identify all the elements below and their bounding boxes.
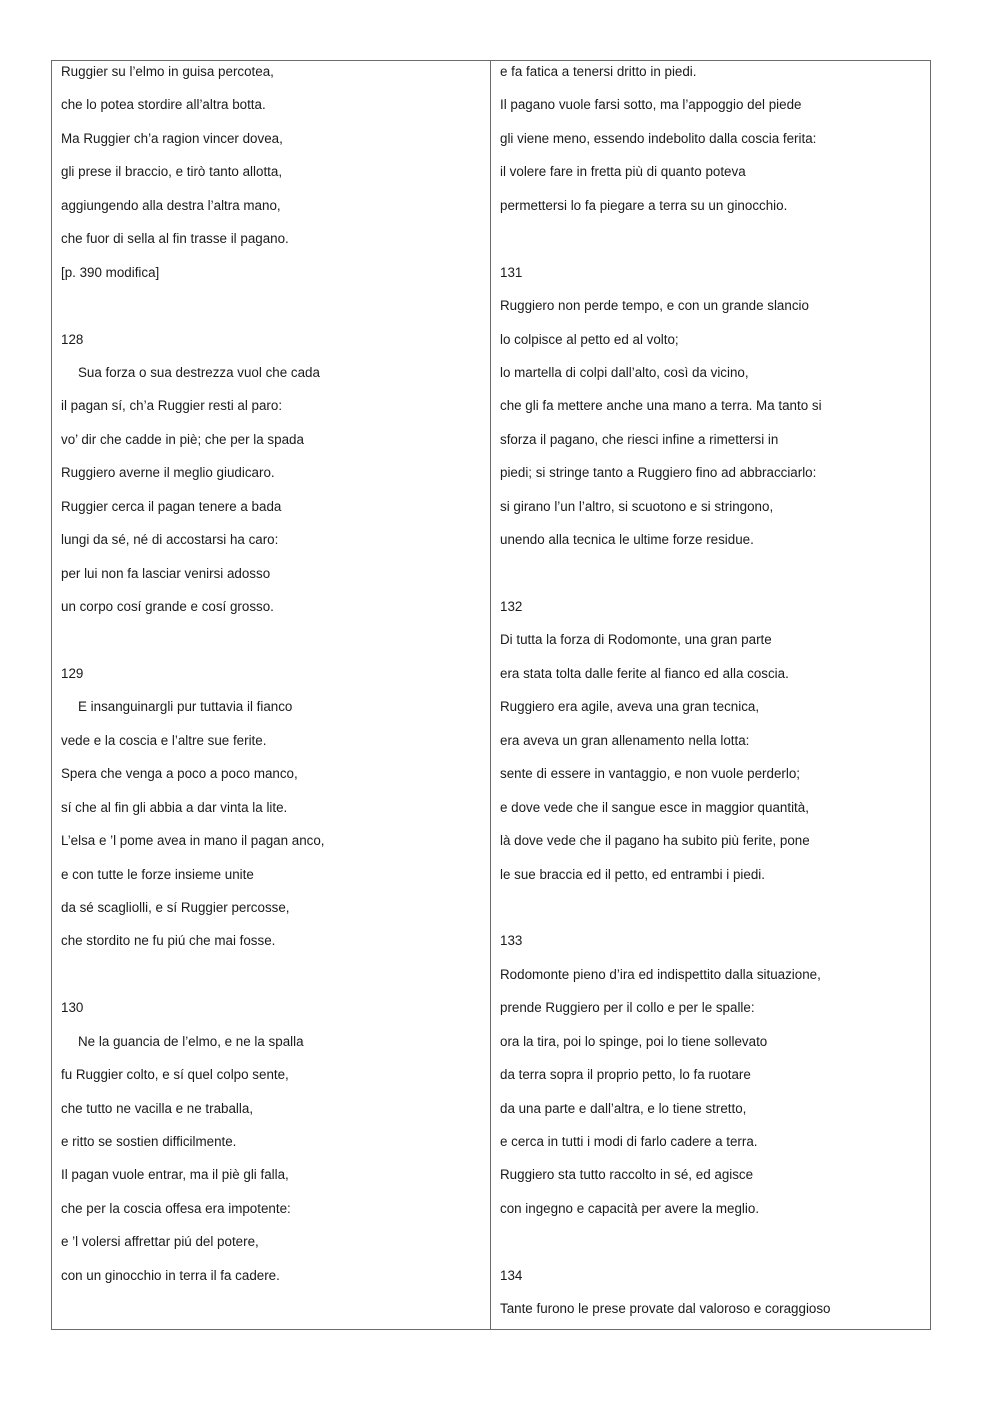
- verse-line: fu Ruggier colto, e sí quel colpo sente,: [61, 1067, 289, 1083]
- verse-line: da sé scagliolli, e sí Ruggier percosse,: [61, 899, 290, 915]
- prose-line: [500, 229, 930, 262]
- prose-line: che gli fa mettere anche una mano a terra. Ma tanto si: [500, 398, 822, 414]
- verse-line: Ruggier su l’elmo in guisa percotea,: [61, 64, 274, 79]
- prose-line: lo martella di colpi dall’alto, così da vicino,: [500, 364, 749, 380]
- prose-line: era stata tolta dalle ferite al fianco ed alla coscia.: [500, 665, 789, 681]
- verse-line: Ne la guancia de l’elmo, e ne la spalla: [78, 1033, 304, 1049]
- prose-line: il volere fare in fretta più di quanto poteva: [500, 164, 746, 180]
- verse-line: [p. 390 modifica]: [61, 264, 160, 280]
- prose-line: permettersi lo fa piegare a terra su un ginocchio.: [500, 197, 788, 213]
- prose-line: gli viene meno, essendo indebolito dalla coscia ferita:: [500, 130, 817, 146]
- verse-line: lungi da sé, né di accostarsi ha caro:: [61, 532, 279, 548]
- verse-line: con un ginocchio in terra il fa cadere.: [61, 1267, 280, 1283]
- prose-line: 131: [500, 264, 523, 280]
- prose-line: sforza il pagano, che riesci infine a rimettersi in: [500, 431, 779, 447]
- prose-line: era aveva un gran allenamento nella lotta:: [500, 732, 750, 748]
- verse-line: vo’ dir che cadde in piè; che per la spada: [61, 431, 304, 447]
- verse-line: 130: [61, 1000, 84, 1016]
- verse-line: Ma Ruggier ch’a ragion vincer dovea,: [61, 130, 283, 146]
- verse-line: Ruggier cerca il pagan tenere a bada: [61, 498, 282, 514]
- prose-line: da terra sopra il proprio petto, lo fa ruotare: [500, 1067, 751, 1083]
- verse-line: Sua forza o sua destrezza vuol che cada: [78, 364, 320, 380]
- original-verse-column: [52, 61, 491, 1329]
- verse-line: che lo potea stordire all’altra botta.: [61, 97, 266, 113]
- prose-line: e dove vede che il sangue esce in maggior quantità,: [500, 799, 809, 815]
- verse-line: e ritto se sostien difficilmente.: [61, 1134, 237, 1149]
- verse-line: gli prese il braccio, e tirò tanto allotta,: [61, 164, 283, 180]
- prose-line: piedi; si stringe tanto a Ruggiero fino ad abbracciarlo:: [500, 465, 817, 481]
- prose-line: le sue braccia ed il petto, ed entrambi i piedi.: [500, 866, 765, 882]
- prose-line: e cerca in tutti i modi di farlo cadere a terra.: [500, 1134, 758, 1149]
- prose-line: ora la tira, poi lo spinge, poi lo tiene sollevato: [500, 1033, 768, 1049]
- prose-line: sente di essere in vantaggio, e non vuole perderlo;: [500, 766, 801, 782]
- prose-line: [500, 564, 930, 597]
- prose-line: [500, 1232, 930, 1265]
- verse-line: che stordito ne fu piú che mai fosse.: [61, 933, 276, 949]
- prose-line: con ingegno e capacità per avere la meglio.: [500, 1200, 760, 1216]
- prose-line: Tante furono le prese provate dal valoroso e coraggioso: [500, 1301, 831, 1317]
- verse-line: Spera che venga a poco a poco manco,: [61, 766, 298, 782]
- verse-line: aggiungendo alla destra l’altra mano,: [61, 197, 281, 213]
- verse-line: [61, 965, 490, 998]
- prose-line: Rodomonte pieno d’ira ed indispettito dalla situazione,: [500, 966, 821, 982]
- verse-line: 129: [61, 665, 84, 681]
- verse-line: E insanguinargli pur tuttavia il fianco: [78, 699, 293, 715]
- verse-line: il pagan sí, ch’a Ruggier resti al paro:: [61, 398, 283, 414]
- prose-line: Ruggiero era agile, aveva una gran tecnica,: [500, 699, 760, 715]
- prose-line: prende Ruggiero per il collo e per le spalle:: [500, 1000, 755, 1016]
- verse-line: che per la coscia offesa era impotente:: [61, 1200, 291, 1216]
- prose-line: Ruggiero sta tutto raccolto in sé, ed agisce: [500, 1167, 754, 1183]
- verse-line: [61, 296, 490, 329]
- verse-line: vede e la coscia e l’altre sue ferite.: [61, 732, 267, 748]
- verse-line: sí che al fin gli abbia a dar vinta la lite.: [61, 799, 288, 815]
- verse-line: che fuor di sella al fin trasse il pagano.: [61, 231, 289, 247]
- verse-line: e con tutte le forze insieme unite: [61, 866, 254, 882]
- prose-line: si girano l’un l’altro, si scuotono e si stringono,: [500, 498, 774, 514]
- verse-line: un corpo cosí grande e cosí grosso.: [61, 599, 274, 614]
- prose-line: Ruggiero non perde tempo, e con un grande slancio: [500, 298, 809, 314]
- prose-line: lo colpisce al petto ed al volto;: [500, 331, 679, 347]
- prose-line: là dove vede che il pagano ha subito più ferite, pone: [500, 833, 810, 849]
- prose-line: unendo alla tecnica le ultime forze residue.: [500, 532, 754, 548]
- verse-line: Ruggiero averne il meglio giudicaro.: [61, 465, 275, 481]
- prose-line: da una parte e dall’altra, e lo tiene stretto,: [500, 1100, 747, 1116]
- verse-line: che tutto ne vacilla e ne traballa,: [61, 1100, 254, 1116]
- prose-line: 134: [500, 1267, 523, 1283]
- prose-line: Il pagano vuole farsi sotto, ma l’appoggio del piede: [500, 97, 802, 113]
- prose-line: 132: [500, 599, 523, 614]
- verse-line: e ’l volersi affrettar piú del potere,: [61, 1234, 259, 1250]
- verse-line: L’elsa e ’l pome avea in mano il pagan anco,: [61, 833, 325, 849]
- prose-line: Di tutta la forza di Rodomonte, una gran parte: [500, 632, 772, 648]
- verse-line: [61, 630, 490, 663]
- verse-line: Il pagan vuole entrar, ma il piè gli falla,: [61, 1167, 289, 1183]
- verse-line: 128: [61, 331, 84, 347]
- prose-line: 133: [500, 933, 523, 949]
- verse-line: per lui non fa lasciar venirsi adosso: [61, 565, 271, 581]
- parallel-text-table: [51, 60, 931, 1330]
- prose-translation-column: [491, 61, 930, 1329]
- prose-line: [500, 898, 930, 931]
- prose-line: e fa fatica a tenersi dritto in piedi.: [500, 64, 697, 79]
